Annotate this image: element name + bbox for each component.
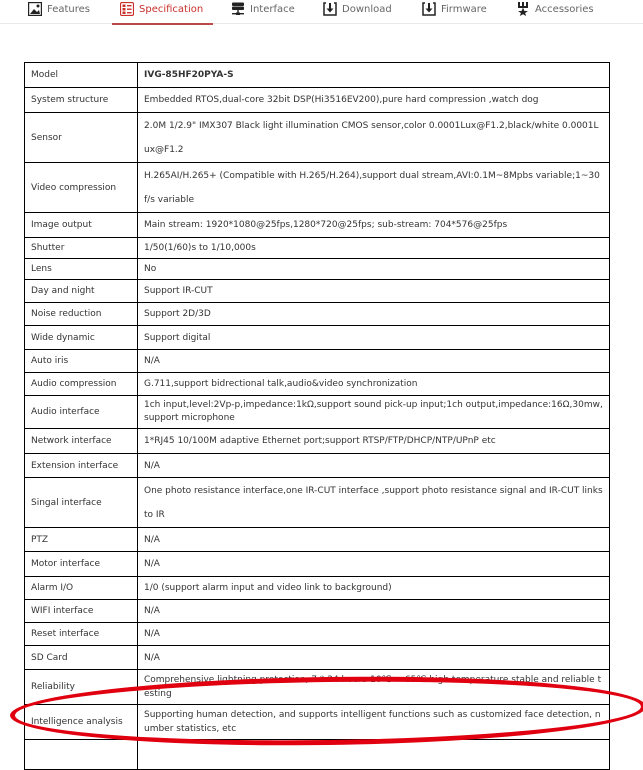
spec-value: Support 2D/3D	[138, 303, 610, 326]
tab-label: Accessories	[535, 4, 594, 15]
tab-firmware[interactable]	[422, 0, 487, 23]
spec-key: Model	[25, 63, 138, 88]
spec-value: Main stream: 1920*1080@25fps,1280*720@25fps; sub-stream: 704*576@25fps	[138, 213, 610, 238]
spec-value: N/A	[138, 454, 610, 478]
tab-label: Download	[342, 4, 392, 15]
spec-key: Image output	[25, 213, 138, 238]
table-row	[25, 259, 610, 280]
table-row	[25, 213, 610, 238]
spec-key: Extension interface	[25, 454, 138, 478]
product-tab-bar	[0, 0, 643, 24]
table-row	[25, 238, 610, 259]
tab-features[interactable]	[28, 0, 90, 23]
spec-value: No	[138, 259, 610, 280]
table-row	[25, 326, 610, 350]
spec-value	[138, 740, 610, 770]
spec-key: Intelligence analysis	[25, 705, 138, 740]
spec-value: N/A	[138, 646, 610, 670]
spec-key: Sensor	[25, 113, 138, 163]
spec-key: Noise reduction	[25, 303, 138, 326]
tab-download[interactable]	[323, 0, 392, 23]
spec-value: 1/50(1/60)s to 1/10,000s	[138, 238, 610, 259]
spec-key: Audio interface	[25, 396, 138, 429]
table-row	[25, 454, 610, 478]
spec-key: Motor interface	[25, 552, 138, 577]
table-row	[25, 303, 610, 326]
table-row	[25, 163, 610, 213]
spec-value: 1/0 (support alarm input and video link to background)	[138, 577, 610, 600]
spec-key: Lens	[25, 259, 138, 280]
spec-key: Day and night	[25, 280, 138, 303]
table-row	[25, 646, 610, 670]
spec-value: 1ch input,level:2Vp-p,impedance:1kΩ,support sound pick-up input;1ch output,impedance:16Ω,30mw,support microphone	[138, 396, 610, 429]
spec-value: Support digital	[138, 326, 610, 350]
accessories-icon	[516, 2, 530, 16]
spec-list-icon	[120, 2, 134, 16]
table-row	[25, 705, 610, 740]
spec-value: N/A	[138, 552, 610, 577]
table-row	[25, 350, 610, 373]
spec-key: System structure	[25, 88, 138, 113]
spec-key: SD Card	[25, 646, 138, 670]
table-row	[25, 623, 610, 646]
spec-value: IVG-85HF20PYA-S	[138, 63, 610, 88]
spec-value: N/A	[138, 350, 610, 373]
tab-accessories[interactable]	[516, 0, 594, 23]
spec-value: N/A	[138, 623, 610, 646]
firmware-download-icon	[422, 2, 436, 16]
tab-label: Interface	[250, 4, 295, 15]
spec-value: 1*RJ45 10/100M adaptive Ethernet port;support RTSP/FTP/DHCP/NTP/UPnP etc	[138, 429, 610, 454]
spec-value: N/A	[138, 600, 610, 623]
spec-key: Reliability	[25, 670, 138, 705]
table-row	[25, 63, 610, 88]
table-row	[25, 552, 610, 577]
spec-key: Singal interface	[25, 478, 138, 528]
tab-interface[interactable]	[231, 0, 295, 23]
spec-key: Auto iris	[25, 350, 138, 373]
spec-key: Shutter	[25, 238, 138, 259]
spec-key: Alarm I/O	[25, 577, 138, 600]
tab-label: Features	[47, 4, 90, 15]
image-icon	[28, 2, 42, 16]
table-row	[25, 113, 610, 163]
spec-value: H.265AI/H.265+ (Compatible with H.265/H.264),support dual stream,AVI:0.1M~8Mpbs variable;1~30f/s variable	[138, 163, 610, 213]
spec-value: Comprehensive lightning protection, 7 * 24 hours-10℃ ~ 65℃ high temperature stable and reliable testing	[138, 670, 610, 705]
download-icon	[323, 2, 337, 16]
table-row	[25, 429, 610, 454]
table-row	[25, 528, 610, 552]
table-row	[25, 670, 610, 705]
table-row	[25, 396, 610, 429]
spec-key: Video compression	[25, 163, 138, 213]
spec-value: Embedded RTOS,dual-core 32bit DSP(Hi3516EV200),pure hard compression ,watch dog	[138, 88, 610, 113]
spec-key: Reset interface	[25, 623, 138, 646]
table-row	[25, 280, 610, 303]
spec-value: One photo resistance interface,one IR-CUT interface ,support photo resistance signal and IR-CUT links to IR	[138, 478, 610, 528]
network-icon	[231, 2, 245, 16]
spec-key: WIFI interface	[25, 600, 138, 623]
spec-key	[25, 740, 138, 770]
table-row-cutoff	[25, 740, 610, 770]
spec-value: G.711,support bidrectional talk,audio&video synchronization	[138, 373, 610, 396]
spec-value: Support IR-CUT	[138, 280, 610, 303]
table-row	[25, 600, 610, 623]
tab-label: Specification	[139, 4, 204, 15]
spec-value: N/A	[138, 528, 610, 552]
table-row	[25, 373, 610, 396]
table-row	[25, 478, 610, 528]
table-row	[25, 577, 610, 600]
spec-value: Supporting human detection, and supports intelligent functions such as customized face detection, number statistics, etc	[138, 705, 610, 740]
spec-key: Wide dynamic	[25, 326, 138, 350]
spec-key: Audio compression	[25, 373, 138, 396]
tab-label: Firmware	[441, 4, 487, 15]
tab-specification[interactable]	[112, 0, 213, 25]
spec-key: PTZ	[25, 528, 138, 552]
table-row	[25, 88, 610, 113]
spec-value: 2.0M 1/2.9" IMX307 Black light illumination CMOS sensor,color 0.0001Lux@F1.2,black/white 0.0001Lux@F1.2	[138, 113, 610, 163]
spec-key: Network interface	[25, 429, 138, 454]
specification-table	[24, 62, 610, 770]
